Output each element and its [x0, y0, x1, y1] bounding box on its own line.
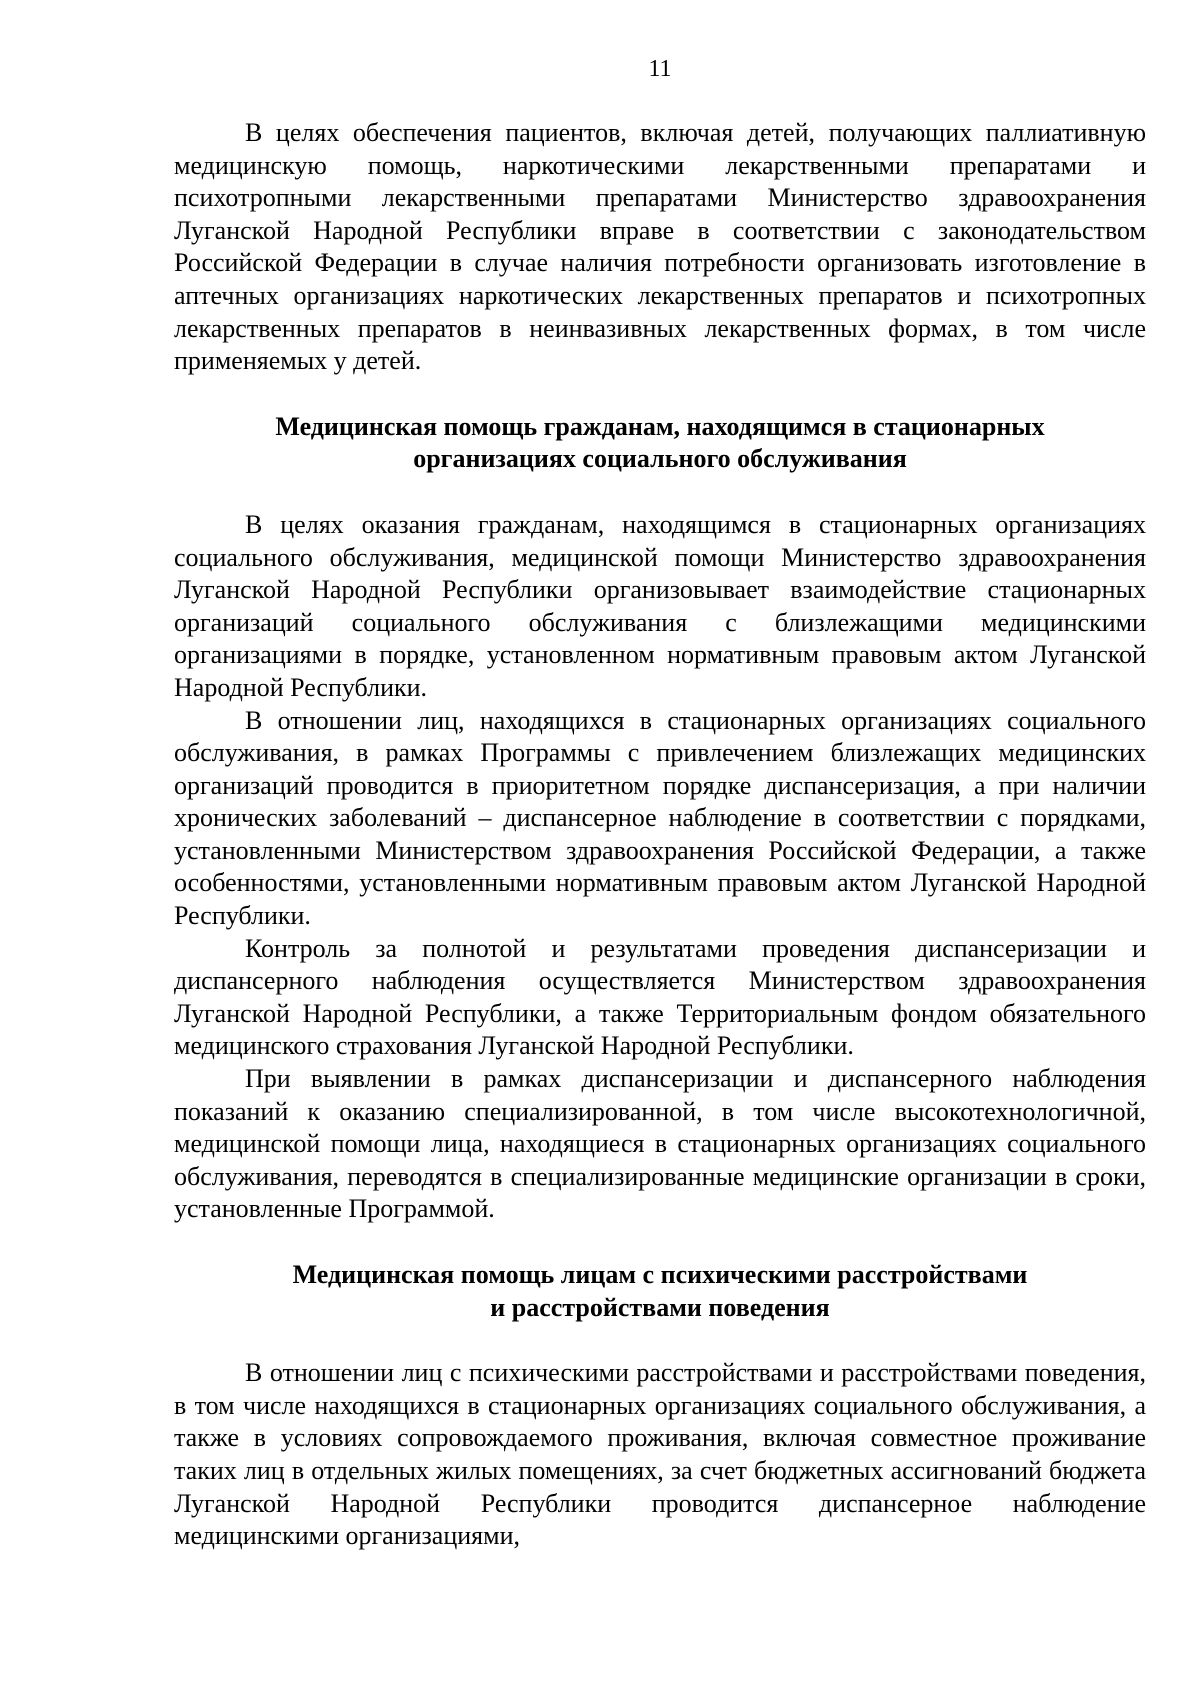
- section-1-title: [174, 411, 1146, 476]
- page-content: [174, 117, 1146, 1553]
- intro-paragraph: В целях обеспечения пациентов, включая детей, получающих паллиативную медицинскую помощь, наркотическими лекарственными препаратами и психотропными лекарственными препаратами Министерство здравоохранения Луганской Народной Республики вправе в соответствии с законодательством Российской Федерации в случае наличия потребности организовать изготовление в аптечных организациях наркотических лекарственных препаратов и психотропных лекарственных препаратов в неинвазивных лекарственных формах, в том числе применяемых у детей.: [174, 118, 1146, 376]
- section-2-title-line-1: Медицинская помощь лицам с психическими расстройствами: [292, 1260, 1028, 1289]
- section-1-paragraph-4: При выявлении в рамках диспансеризации и диспансерного наблюдения показаний к оказанию специализированной, в том числе высокотехнологичной, медицинской помощи лица, находящиеся в стационарных организациях социального обслуживания, переводятся в специализированные медицинские организации в сроки, установленные Программой.: [174, 1064, 1146, 1224]
- section-1-paragraph-1: В целях оказания гражданам, находящимся в стационарных организациях социального обслуживания, медицинской помощи Министерство здравоохранения Луганской Народной Республики организовывает взаимодействие стационарных организаций социального обслуживания с близлежащими медицинскими организациями в порядке, установленном нормативным правовым актом Луганской Народной Республики.: [174, 509, 1146, 702]
- section-2-title-line-2: и расстройствами поведения: [490, 1292, 830, 1322]
- section-1-paragraph-3: Контроль за полнотой и результатами проведения диспансеризации и диспансерного наблюдения осуществляется Министерством здравоохранения Луганской Народной Республики, а также Территориальным фондом обязательного медицинского страхования Луганской Народной Республики.: [174, 933, 1146, 1061]
- section-2-paragraph-1: В отношении лиц с психическими расстройствами и расстройствами поведения, в том числе находящихся в стационарных организациях социального обслуживания, а также в условиях сопровождаемого проживания, включая совместное проживание таких лиц в отдельных жилых помещениях, за счет бюджетных ассигнований бюджета Луганской Народной Республики проводится диспансерное наблюдение медицинскими организациями,: [174, 1358, 1146, 1551]
- page-number: 11: [648, 56, 672, 82]
- section-2-title: [174, 1259, 1146, 1324]
- section-1-title-line-2: организациях социального обслуживания: [413, 444, 907, 474]
- section-1-paragraph-2: В отношении лиц, находящихся в стационарных организациях социального обслуживания, в рамках Программы с привлечением близлежащих медицинских организаций проводится в приоритетном порядке диспансеризация, а при наличии хронических заболеваний – диспансерное наблюдение в соответствии с порядками, установленными Министерством здравоохранения Российской Федерации, а также особенностями, установленными нормативным правовым актом Луганской Народной Республики.: [174, 705, 1146, 931]
- section-1-title-line-1: Медицинская помощь гражданам, находящимся в стационарных: [275, 411, 1045, 441]
